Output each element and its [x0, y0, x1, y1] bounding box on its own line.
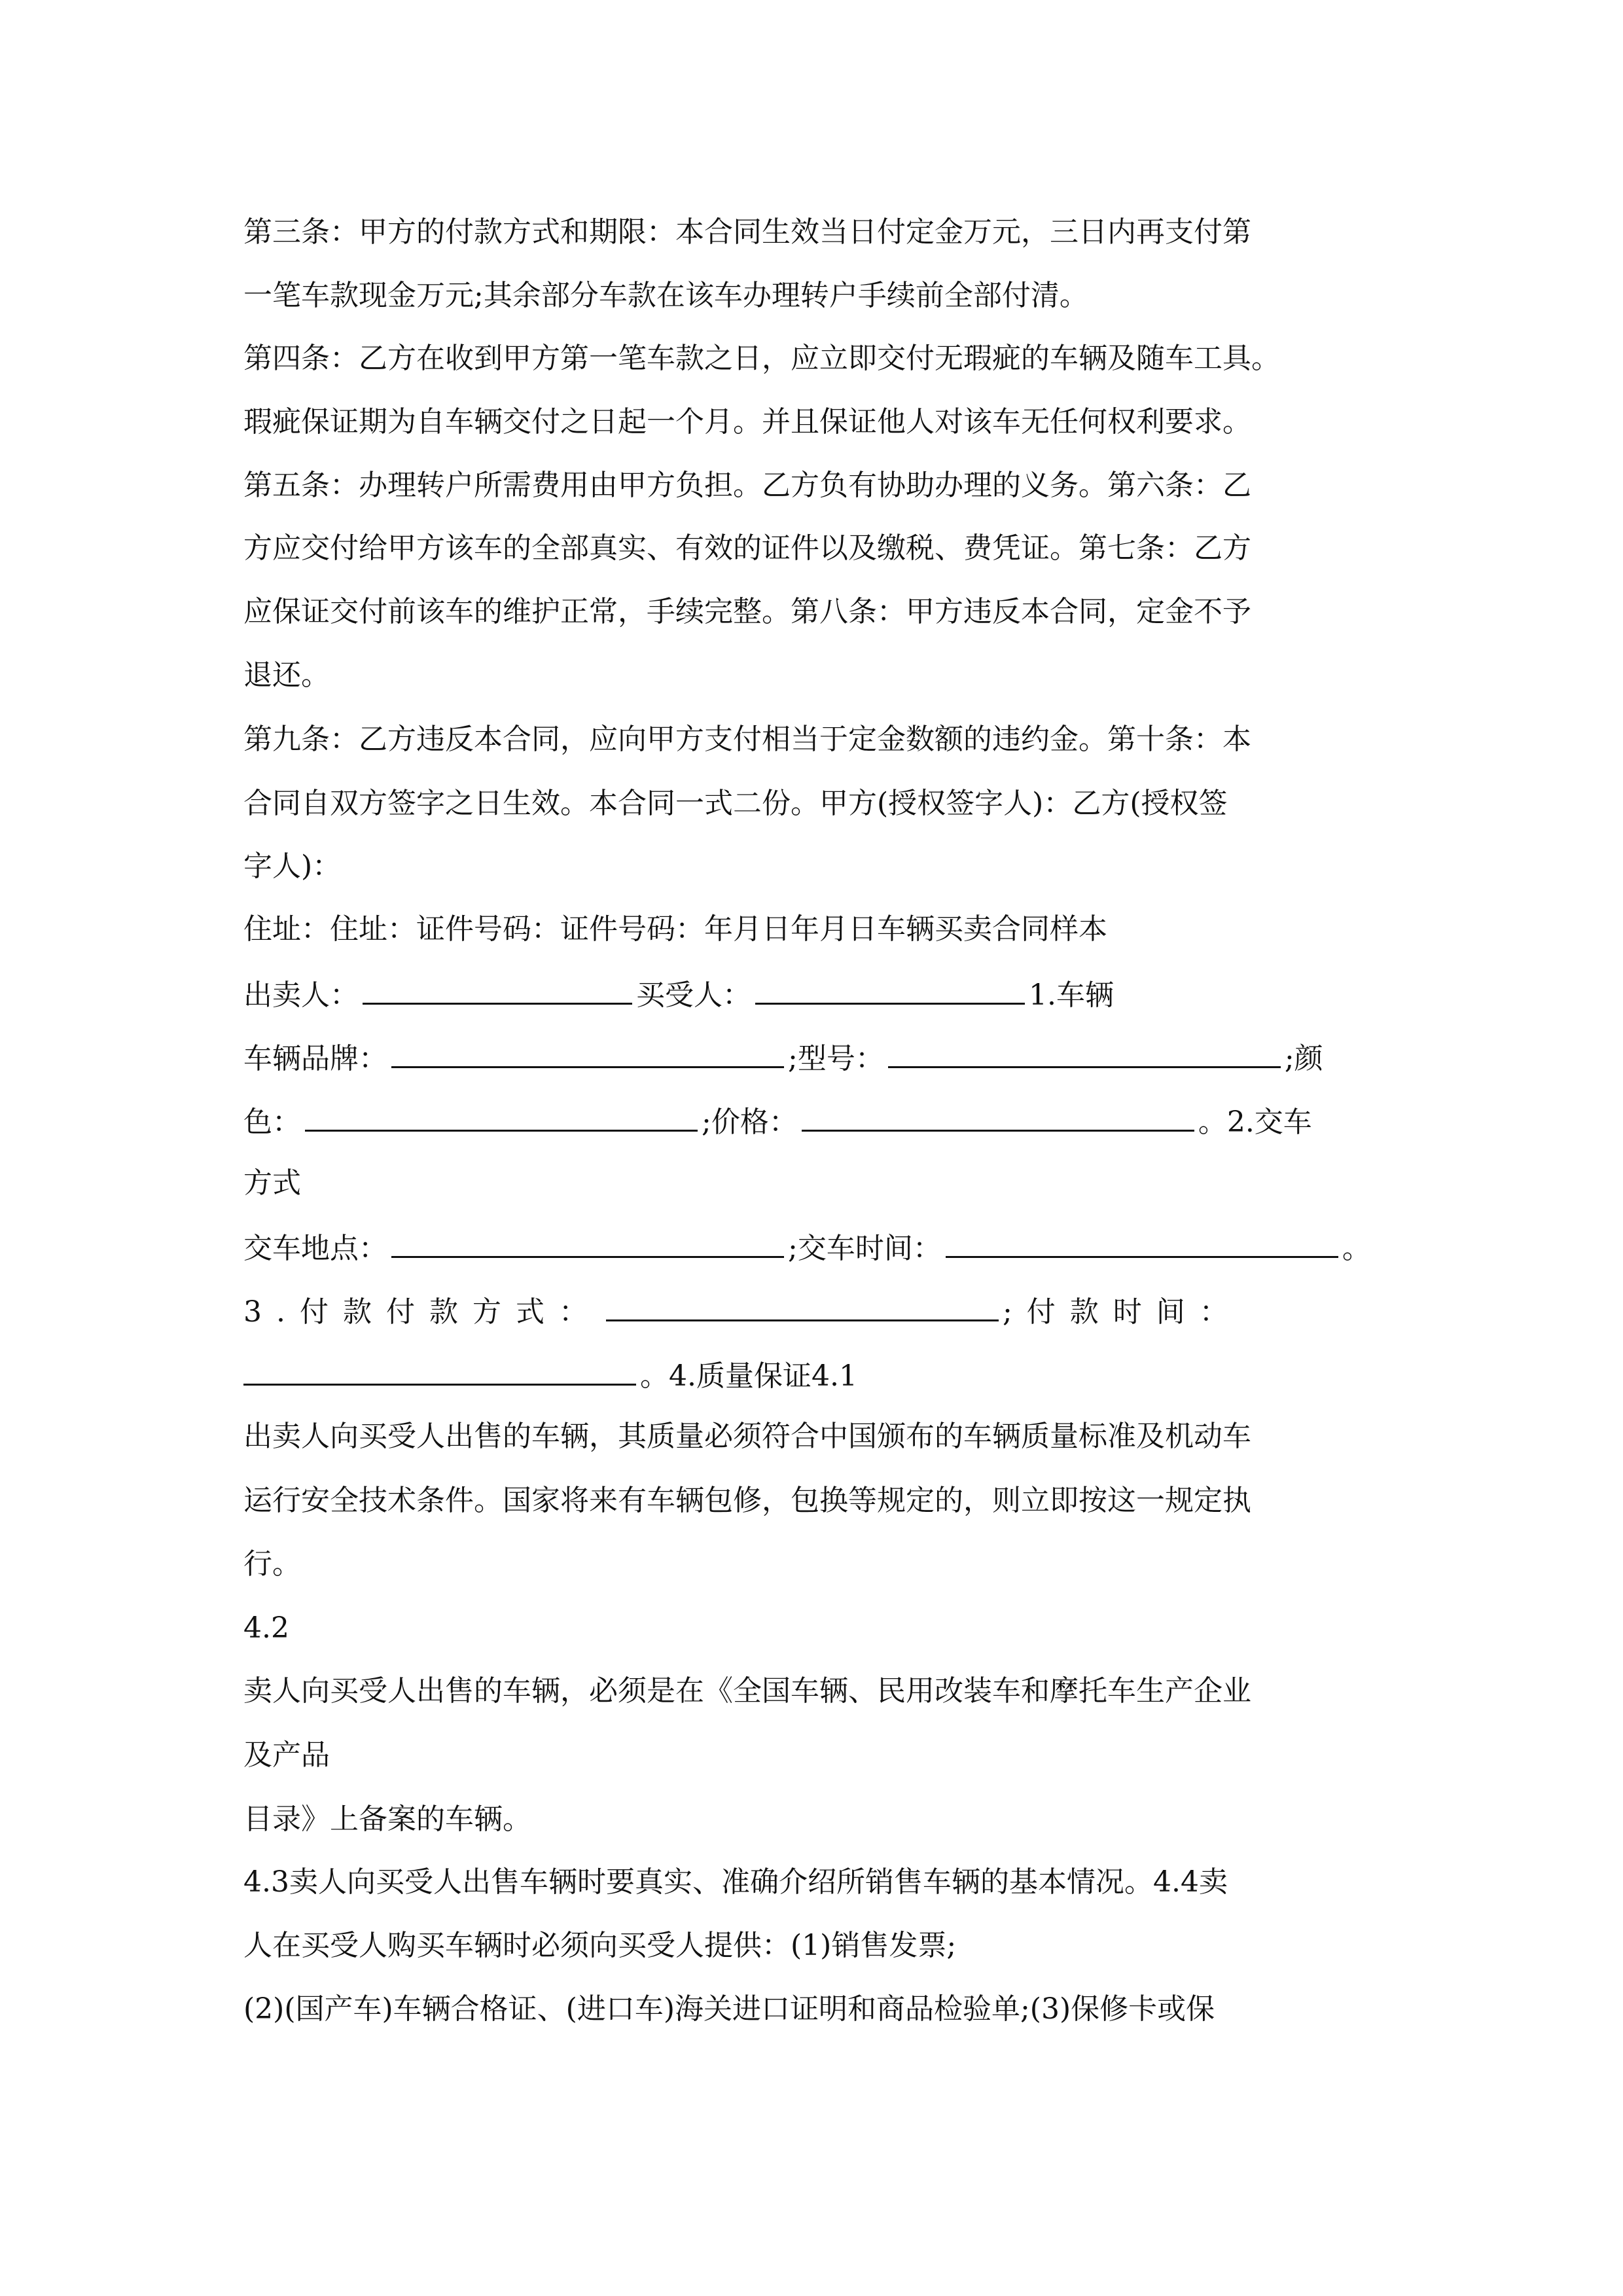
clause-9-10-line-1: 第九条：乙方违反本合同，应向甲方支付相当于定金数额的违约金。第十条：本 — [243, 723, 1251, 756]
clause-6-7-line-2: 方应交付给甲方该车的全部真实、有效的证件以及缴税、费凭证。第七条：乙方 — [243, 531, 1251, 565]
clause-4-3-4-4-line-1: 4.3卖人向买受人出售车辆时要真实、准确介绍所销售车辆的基本情况。4.4卖 — [243, 1865, 1228, 1899]
delivery-period: 。 — [1342, 1232, 1371, 1265]
brand-model-line — [243, 1037, 1382, 1077]
clause-4-1-line-3: 行。 — [243, 1547, 301, 1581]
delivery-line — [243, 1227, 1382, 1266]
clause-4-4-line-3: (2)(国产车)车辆合格证、(进口车)海关进口证明和商品检验单;(3)保修卡或保 — [243, 1992, 1215, 2026]
clause-10-line-3: 字人)： — [243, 850, 342, 883]
clause-7-8-line-3: 应保证交付前该车的维护正常，手续完整。第八条：甲方违反本合同，定金不予 — [243, 595, 1251, 628]
section-4-title: 。4.质量保证4.1 — [640, 1359, 857, 1393]
clause-4-1-line-1: 出卖人向买受人出售的车辆，其质量必须符合中国颁布的车辆质量标准及机动车 — [243, 1420, 1251, 1453]
clause-4-2-line-3: 目录》上备案的车辆。 — [243, 1803, 531, 1836]
clause-4-line-2: 瑕疵保证期为自车辆交付之日起一个月。并且保证他人对该车无任何权利要求。 — [243, 405, 1251, 439]
delivery-time-label: ;交车时间： — [788, 1232, 942, 1265]
payment-method-field[interactable] — [606, 1291, 999, 1321]
clause-4-2-line-1: 卖人向买受人出售的车辆，必须是在《全国车辆、民用改装车和摩托车生产企业 — [243, 1674, 1251, 1708]
clause-4-2-number: 4.2 — [243, 1611, 289, 1645]
clause-4-4-line-2: 人在买受人购买车辆时必须向买受人提供：(1)销售发票; — [243, 1929, 957, 1962]
delivery-time-field[interactable] — [946, 1227, 1338, 1258]
seller-label: 出卖人： — [243, 978, 359, 1012]
clause-10-line-2: 合同自双方签字之日生效。本合同一式二份。甲方(授权签字人)：乙方(授权签 — [243, 787, 1228, 820]
clause-3-line-1: 第三条：甲方的付款方式和期限：本合同生效当日付定金万元，三日内再支付第 — [243, 215, 1251, 249]
payment-time-label: ;付款时间： — [1002, 1295, 1243, 1329]
payment-line — [243, 1291, 1382, 1330]
model-label: ;型号： — [788, 1042, 884, 1075]
section-2-title: 。2.交车 — [1198, 1105, 1312, 1139]
delivery-place-field[interactable] — [391, 1227, 784, 1258]
clause-8-line-4: 退还。 — [243, 658, 330, 692]
color-label-end: 色： — [243, 1105, 301, 1139]
seller-field[interactable] — [363, 974, 632, 1005]
section-1-title: 1.车辆 — [1029, 978, 1114, 1012]
color-field[interactable] — [305, 1101, 698, 1132]
buyer-field[interactable] — [755, 974, 1025, 1005]
clause-4-2-line-2: 及产品 — [243, 1738, 330, 1772]
delivery-place-label: 交车地点： — [243, 1232, 387, 1265]
buyer-label: 买受人： — [636, 978, 751, 1012]
clause-4-line-1: 第四条：乙方在收到甲方第一笔车款之日，应立即交付无瑕疵的车辆及随车工具。 — [243, 342, 1280, 375]
color-price-line — [243, 1101, 1382, 1140]
payment-time-line — [243, 1355, 1382, 1394]
brand-label: 车辆品牌： — [243, 1042, 387, 1075]
parties-line — [243, 974, 1382, 1013]
price-field[interactable] — [802, 1101, 1194, 1132]
payment-time-field[interactable] — [243, 1355, 636, 1386]
clause-3-line-2: 一笔车款现金万元;其余部分车款在该车办理转户手续前全部付清。 — [243, 279, 1088, 312]
clause-4-1-line-2: 运行安全技术条件。国家将来有车辆包修，包换等规定的，则立即按这一规定执 — [243, 1484, 1251, 1517]
brand-field[interactable] — [391, 1037, 784, 1068]
address-id-line: 住址：住址：证件号码：证件号码：年月日年月日车辆买卖合同样本 — [243, 912, 1107, 946]
section-3-title: 3.付款付款方式： — [243, 1295, 602, 1329]
color-label-start: ;颜 — [1284, 1042, 1323, 1075]
clause-5-6-line-1: 第五条：办理转户所需费用由甲方负担。乙方负有协助办理的义务。第六条：乙 — [243, 469, 1251, 502]
price-label: ;价格： — [702, 1105, 798, 1139]
model-field[interactable] — [888, 1037, 1281, 1068]
section-2-title-cont: 方式 — [243, 1166, 301, 1200]
